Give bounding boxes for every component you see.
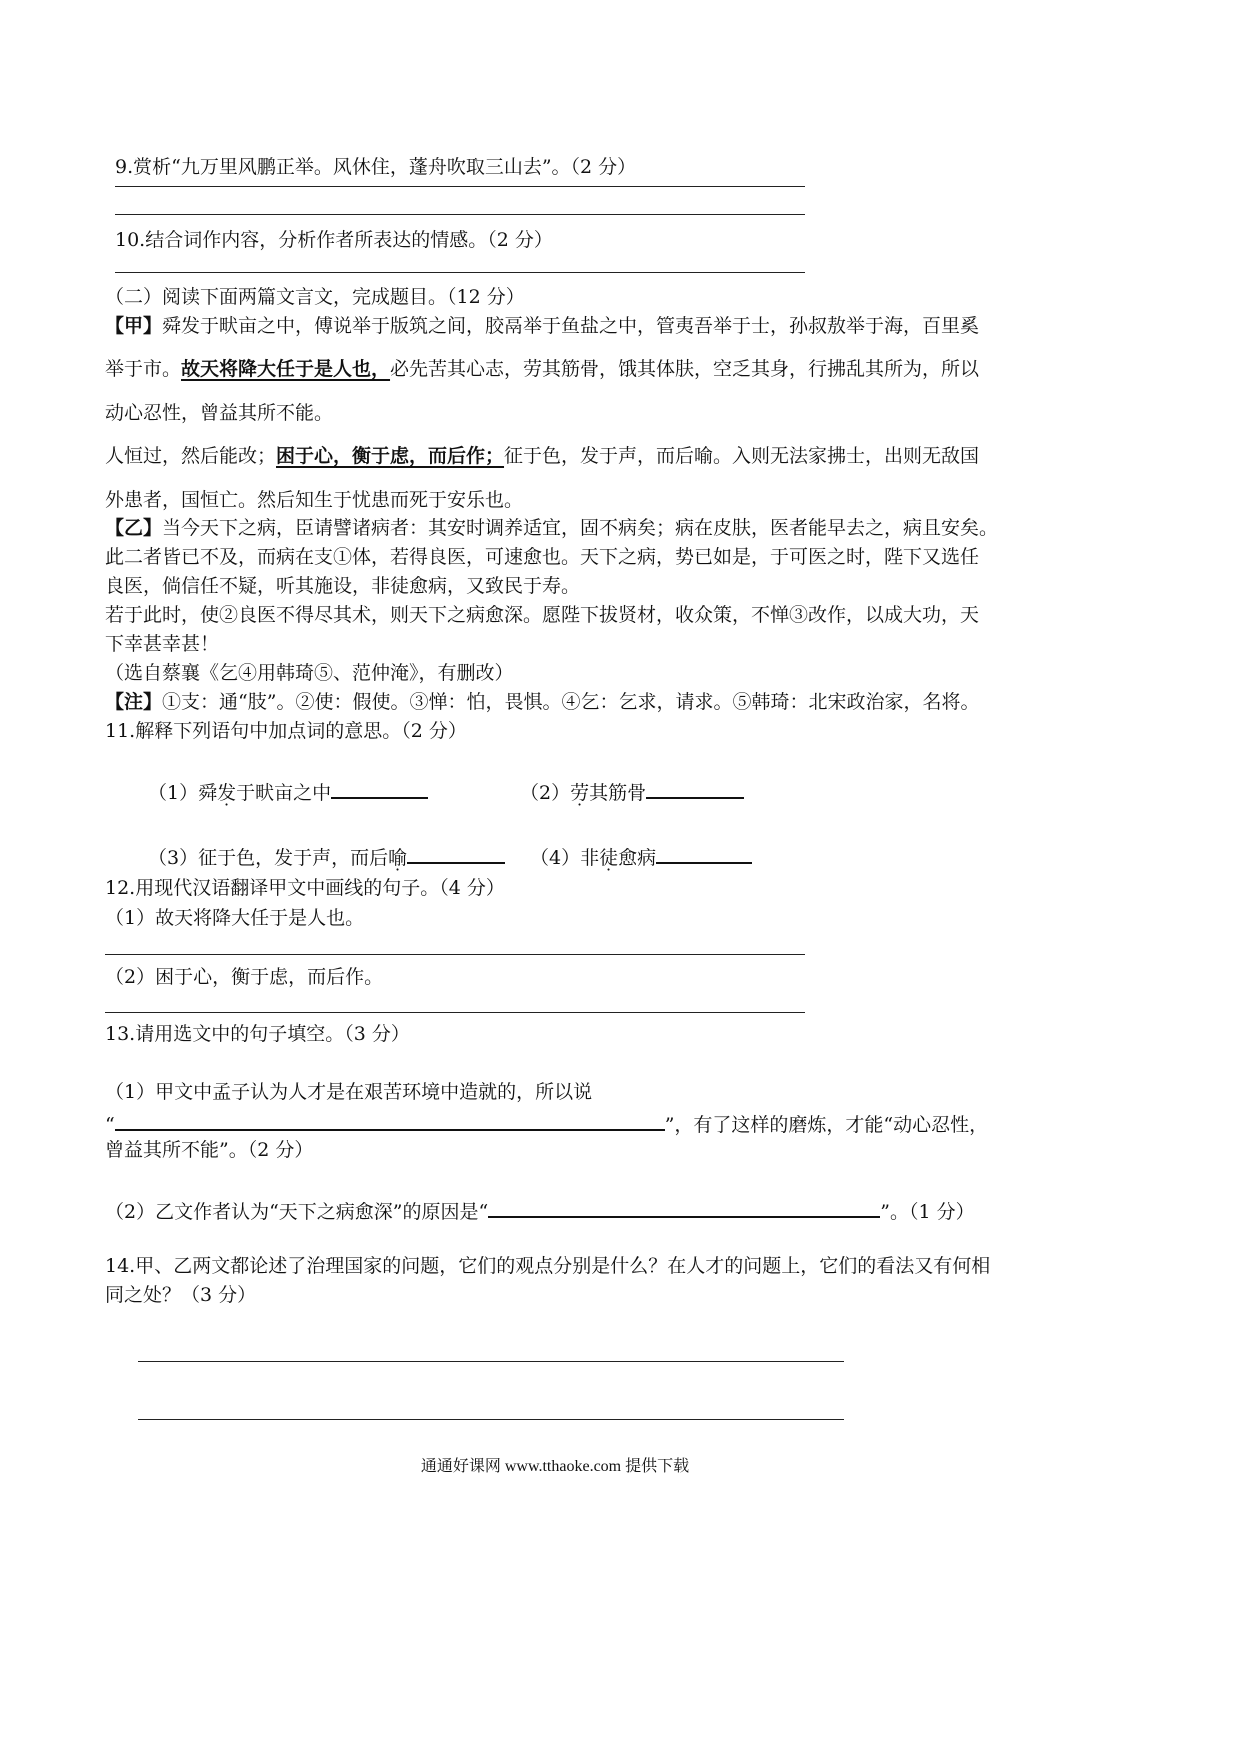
close-quote-text: ”，有了这样的磨炼，才能“动心忍性， (664, 1114, 989, 1136)
passage-jia-line (105, 357, 979, 381)
answer-line[interactable] (115, 214, 805, 215)
q13-item-2 (105, 1196, 975, 1224)
passage-text: 当今天下之病，臣请譬诸病者：其安时调养适宜，固不病矣；病在皮肤，医者能早去之，病且安矣。 (162, 517, 999, 539)
q12-item-1: （1）故天将降大任于是人也。 (105, 907, 365, 929)
passage-jia-line (105, 444, 979, 468)
dotted-word: 喻 (388, 847, 408, 869)
open-quote: “ (105, 1114, 115, 1136)
passage-label: 【乙】 (105, 517, 163, 539)
annotation-note (105, 690, 979, 714)
answer-blank[interactable] (407, 842, 505, 864)
question-13: 13.请用选文中的句子填空。（3 分） (105, 1023, 410, 1045)
passage-yi-line: 良医，倘信任不疑，听其施设，非徒愈病，又致民于寿。 (105, 575, 581, 597)
question-14-cont: 同之处？（3 分） (105, 1284, 257, 1306)
answer-line[interactable] (138, 1419, 844, 1420)
passage-yi-line (105, 516, 998, 540)
passage-text: 舜发于畎亩之中，傅说举于版筑之间，胶鬲举于鱼盐之中，管夷吾举于士，孙叔敖举于海，百里奚 (162, 315, 980, 337)
underlined-sentence: 故天将降大任于是人也， (181, 358, 391, 380)
answer-line[interactable] (115, 272, 805, 273)
answer-blank[interactable] (115, 1109, 665, 1131)
dotted-word: 劳 (570, 782, 590, 804)
answer-blank[interactable] (331, 777, 428, 799)
passage-jia-line (105, 314, 979, 338)
q13-item-1: （1）甲文中孟子认为人才是在艰苦环境中造就的，所以说 (105, 1081, 593, 1103)
item-text: 愈病 (618, 847, 657, 869)
item-text: （1）舜 (148, 782, 218, 804)
note-text: ①支：通“肢”。②使：假使。③惮：怕，畏惧。④乞：乞求，请求。⑤韩琦：北宋政治家，名将。 (162, 691, 980, 713)
dotted-word: 发 (217, 782, 237, 804)
passage-jia-line: 外患者，国恒亡。然后知生于忧患而死于安乐也。 (105, 489, 524, 511)
item-text: （3）征于色，发于声，而后 (148, 847, 389, 869)
q12-item-2: （2）困于心，衡于虑，而后作。 (105, 966, 384, 988)
section-heading: （二）阅读下面两篇文言文，完成题目。（12 分） (105, 286, 525, 308)
item-text: （2）乙文作者认为“天下之病愈深”的原因是“ (105, 1201, 489, 1223)
answer-line[interactable] (115, 186, 805, 187)
q11-item-3 (148, 842, 505, 870)
q13-item-1-tail: 曾益其所不能”。（2 分） (105, 1139, 314, 1161)
answer-blank[interactable] (488, 1196, 880, 1218)
answer-line[interactable] (105, 954, 805, 955)
item-text: （2） (520, 782, 571, 804)
answer-blank[interactable] (656, 842, 752, 864)
passage-source: （选自蔡襄《乞④用韩琦⑤、范仲淹》，有删改） (105, 662, 514, 684)
underlined-sentence: 困于心，衡于虑，而后作； (276, 445, 505, 467)
dotted-word: 徒 (599, 847, 619, 869)
answer-blank[interactable] (646, 777, 744, 799)
passage-yi-line: 下幸甚幸甚！ (105, 633, 220, 655)
question-11: 11.解释下列语句中加点词的意思。（2 分） (105, 720, 467, 742)
question-14: 14.甲、乙两文都论述了治理国家的问题，它们的观点分别是什么？在人才的问题上，它们的看法又有何相 (105, 1255, 991, 1277)
item-text: ”。（1 分） (880, 1201, 975, 1223)
passage-text: 必先苦其心志，劳其筋骨，饿其体肤，空乏其身，行拂乱其所为，所以 (390, 358, 980, 380)
answer-line[interactable] (138, 1361, 844, 1362)
q11-item-4 (530, 842, 752, 870)
question-12: 12.用现代汉语翻译甲文中画线的句子。（4 分） (105, 877, 505, 899)
passage-yi-line: 若于此时，使②良医不得尽其术，则天下之病愈深。愿陛下拔贤材，收众策，不惮③改作，以成大功，天 (105, 604, 980, 626)
question-10: 10.结合词作内容，分析作者所表达的情感。（2 分） (115, 229, 553, 251)
passage-text: 举于市。 (105, 358, 182, 380)
item-text: 其筋骨 (589, 782, 647, 804)
passage-label: 【甲】 (105, 315, 163, 337)
item-text: （4）非 (530, 847, 600, 869)
passage-text: 征于色，发于声，而后喻。入则无法家拂士，出则无敌国 (504, 445, 980, 467)
answer-line[interactable] (105, 1012, 805, 1013)
q13-item-1-fill (105, 1109, 988, 1137)
question-9: 9.赏析“九万里风鹏正举。风休住，蓬舟吹取三山去”。（2 分） (115, 156, 637, 178)
note-label: 【注】 (105, 691, 163, 713)
page-footer: 通通好课网 www.tthaoke.com 提供下载 (420, 1458, 690, 1475)
item-text: 于畎亩之中 (236, 782, 332, 804)
q11-item-2 (520, 777, 744, 805)
passage-jia-line: 动心忍性，曾益其所不能。 (105, 402, 334, 424)
passage-yi-line: 此二者皆已不及，而病在支①体，若得良医，可速愈也。天下之病，势已如是，于可医之时，陛下又选任 (105, 546, 980, 568)
passage-text: 人恒过，然后能改； (105, 445, 277, 467)
q11-item-1 (148, 777, 428, 805)
